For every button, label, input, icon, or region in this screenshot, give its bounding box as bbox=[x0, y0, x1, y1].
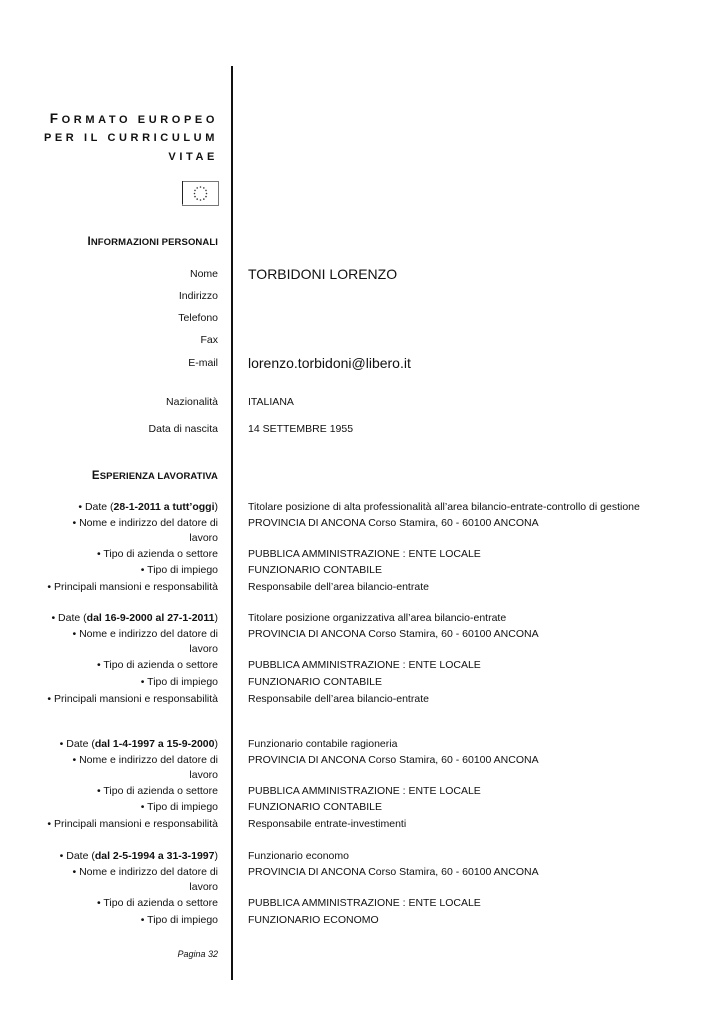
address-label: Indirizzo bbox=[178, 290, 218, 302]
job-date-label: • Date (dal 1-4-1997 a 15-9-2000) bbox=[59, 738, 218, 750]
job-type-label: • Tipo di impiego bbox=[140, 801, 218, 813]
job-date-label: • Date (dal 2-5-1994 a 31-3-1997) bbox=[59, 850, 218, 862]
job-role: Titolare posizione organizzativa all’area bilancio-entrate bbox=[248, 612, 507, 624]
flag-edge bbox=[182, 181, 183, 204]
job-role: Funzionario economo bbox=[248, 850, 349, 862]
job-role: Titolare posizione di alta professionalità all’area bilancio-entrate-controllo di gestione bbox=[248, 501, 640, 513]
employer-label: • Nome e indirizzo del datore di bbox=[72, 517, 218, 529]
job-type-value: FUNZIONARIO ECONOMO bbox=[248, 914, 379, 926]
employer-value: PROVINCIA DI ANCONA Corso Stamira, 60 - 60100 ANCONA bbox=[248, 517, 539, 529]
sector-value: PUBBLICA AMMINISTRAZIONE : ENTE LOCALE bbox=[248, 548, 481, 560]
employer-label: • Nome e indirizzo del datore di bbox=[72, 866, 218, 878]
job-type-value: FUNZIONARIO CONTABILE bbox=[248, 676, 382, 688]
section-personal-info: INFORMAZIONI PERSONALI bbox=[87, 236, 218, 248]
job-role: Funzionario contabile ragioneria bbox=[248, 738, 398, 750]
eu-flag-icon bbox=[182, 181, 219, 206]
sector-label: • Tipo di azienda o settore bbox=[96, 548, 218, 560]
sector-label: • Tipo di azienda o settore bbox=[96, 659, 218, 671]
sector-value: PUBBLICA AMMINISTRAZIONE : ENTE LOCALE bbox=[248, 785, 481, 797]
birth-date-value: 14 SETTEMBRE 1955 bbox=[248, 423, 354, 435]
employer-label-cont: lavoro bbox=[189, 643, 218, 655]
birth-date-label: Data di nascita bbox=[148, 423, 218, 435]
fax-label: Fax bbox=[200, 334, 218, 346]
job-type-value: FUNZIONARIO CONTABILE bbox=[248, 801, 382, 813]
employer-label: • Nome e indirizzo del datore di bbox=[72, 628, 218, 640]
email-label: E-mail bbox=[188, 357, 218, 369]
page-number: Pagina 32 bbox=[177, 949, 218, 959]
duties-label: • Principali mansioni e responsabilità bbox=[47, 693, 218, 705]
employer-value: PROVINCIA DI ANCONA Corso Stamira, 60 - 60100 ANCONA bbox=[248, 754, 539, 766]
duties-value: Responsabile entrate-investimenti bbox=[248, 818, 407, 830]
nationality-label: Nazionalità bbox=[166, 396, 218, 408]
employer-value: PROVINCIA DI ANCONA Corso Stamira, 60 - 60100 ANCONA bbox=[248, 866, 539, 878]
job-type-label: • Tipo di impiego bbox=[140, 914, 218, 926]
employer-label-cont: lavoro bbox=[189, 532, 218, 544]
cv-title-line3: VITAE bbox=[168, 151, 218, 163]
employer-value: PROVINCIA DI ANCONA Corso Stamira, 60 - 60100 ANCONA bbox=[248, 628, 539, 640]
email-value: lorenzo.torbidoni@libero.it bbox=[248, 355, 411, 371]
nationality-value: ITALIANA bbox=[248, 396, 294, 408]
job-date-label: • Date (28-1-2011 a tutt’oggi) bbox=[78, 501, 218, 513]
employer-label: • Nome e indirizzo del datore di bbox=[72, 754, 218, 766]
column-divider bbox=[231, 66, 233, 980]
duties-label: • Principali mansioni e responsabilità bbox=[47, 581, 218, 593]
sector-label: • Tipo di azienda o settore bbox=[96, 785, 218, 797]
phone-label: Telefono bbox=[178, 312, 218, 324]
sector-value: PUBBLICA AMMINISTRAZIONE : ENTE LOCALE bbox=[248, 897, 481, 909]
job-date-label: • Date (dal 16-9-2000 al 27-1-2011) bbox=[51, 612, 218, 624]
sector-value: PUBBLICA AMMINISTRAZIONE : ENTE LOCALE bbox=[248, 659, 481, 671]
cv-title-line1: FORMATO EUROPEO bbox=[49, 111, 218, 126]
sector-label: • Tipo di azienda o settore bbox=[96, 897, 218, 909]
job-type-label: • Tipo di impiego bbox=[140, 564, 218, 576]
employer-label-cont: lavoro bbox=[189, 881, 218, 893]
duties-value: Responsabile dell’area bilancio-entrate bbox=[248, 581, 429, 593]
name-value: TORBIDONI LORENZO bbox=[248, 266, 398, 282]
employer-label-cont: lavoro bbox=[189, 769, 218, 781]
cv-title-line2: PER IL CURRICULUM bbox=[43, 132, 218, 144]
duties-label: • Principali mansioni e responsabilità bbox=[47, 818, 218, 830]
job-type-value: FUNZIONARIO CONTABILE bbox=[248, 564, 382, 576]
job-type-label: • Tipo di impiego bbox=[140, 676, 218, 688]
section-work-experience: ESPERIENZA LAVORATIVA bbox=[91, 470, 218, 482]
name-label: Nome bbox=[189, 268, 218, 280]
duties-value: Responsabile dell’area bilancio-entrate bbox=[248, 693, 429, 705]
